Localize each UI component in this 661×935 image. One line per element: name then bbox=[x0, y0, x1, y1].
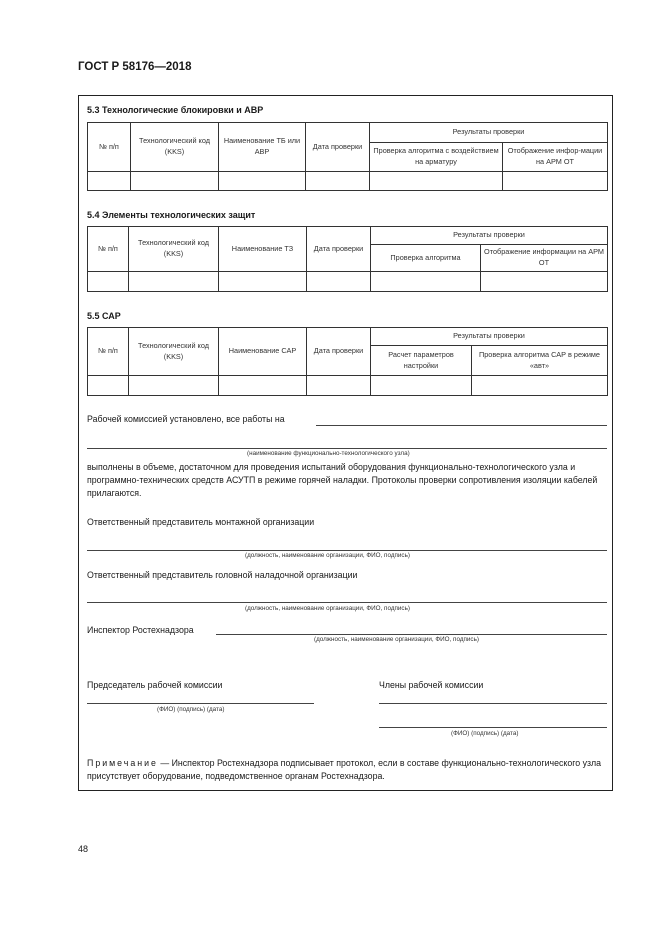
col-header-result-2: Проверка алгоритма САР в режиме «авт» bbox=[472, 346, 608, 376]
table-cell[interactable] bbox=[371, 376, 472, 396]
table-cell[interactable] bbox=[219, 376, 307, 396]
members-label: Члены рабочей комиссии bbox=[379, 680, 484, 690]
table-cell[interactable] bbox=[307, 272, 371, 292]
table-cell[interactable] bbox=[371, 272, 481, 292]
chairman-signature-field[interactable] bbox=[87, 703, 314, 704]
col-header-name: Наименование ТЗ bbox=[219, 227, 307, 272]
installation-rep-field[interactable] bbox=[87, 550, 607, 551]
col-header-date: Дата проверки bbox=[307, 328, 371, 376]
section-title-5-3: 5.3 Технологические блокировки и АВР bbox=[87, 105, 264, 115]
col-header-result-1: Проверка алгоритма с воздействием на арматуру bbox=[370, 143, 503, 172]
col-header-result-2: Отображение инфор-мации на АРМ ОТ bbox=[503, 143, 608, 172]
table-interlocks bbox=[87, 122, 608, 191]
col-header-date: Дата проверки bbox=[307, 227, 371, 272]
note-text: — Инспектор Ростехнадзора подписывает протокол, если в составе функционально-технологического узла присутствует оборудование, подведомственное органам Ростехнадзора. bbox=[87, 758, 601, 781]
col-header-results: Результаты проверки bbox=[371, 227, 608, 245]
table-header-row bbox=[88, 328, 608, 346]
members-hint: (ФИО) (подпись) (дата) bbox=[451, 730, 519, 737]
commissioning-rep-label: Ответственный представитель головной наладочной организации bbox=[87, 570, 358, 580]
installation-rep-label: Ответственный представитель монтажной организации bbox=[87, 517, 315, 527]
table-protections bbox=[87, 226, 608, 292]
inspector-field[interactable] bbox=[216, 634, 607, 635]
table-cell[interactable] bbox=[472, 376, 608, 396]
col-header-kks: Технологический код (KKS) bbox=[129, 227, 219, 272]
completion-statement: выполнены в объеме, достаточном для проведения испытаний оборудования функционально-технологического узла и программно-технических средств АСУТП в режиме горячей наладки. Протоколы проверки сопротивления изоляции кабелей прилагаются. bbox=[87, 462, 598, 498]
col-header-kks: Технологический код (KKS) bbox=[131, 123, 219, 172]
col-header-name: Наименование ТБ или АВР bbox=[219, 123, 306, 172]
table-cell[interactable] bbox=[503, 172, 608, 191]
chairman-label: Председатель рабочей комиссии bbox=[87, 680, 223, 690]
col-header-name: Наименование САР bbox=[219, 328, 307, 376]
table-cell[interactable] bbox=[129, 272, 219, 292]
table-cell[interactable] bbox=[131, 172, 219, 191]
col-header-number: № п/п bbox=[88, 328, 129, 376]
table-cell[interactable] bbox=[481, 272, 608, 292]
table-cell[interactable] bbox=[219, 172, 306, 191]
col-header-results: Результаты проверки bbox=[370, 123, 608, 143]
table-row bbox=[88, 172, 608, 191]
table-cell[interactable] bbox=[219, 272, 307, 292]
protocol-form bbox=[78, 95, 613, 791]
table-cell[interactable] bbox=[129, 376, 219, 396]
unit-name-field[interactable] bbox=[316, 425, 607, 426]
member-signature-field-1[interactable] bbox=[379, 703, 607, 704]
installation-rep-hint: (должность, наименование организации, ФИО, подпись) bbox=[245, 552, 410, 559]
col-header-date: Дата проверки bbox=[306, 123, 370, 172]
commissioning-rep-field[interactable] bbox=[87, 602, 607, 603]
unit-name-hint: (наименование функционально-технологического узла) bbox=[247, 450, 410, 457]
table-row bbox=[88, 272, 608, 292]
chairman-hint: (ФИО) (подпись) (дата) bbox=[157, 706, 225, 713]
note bbox=[87, 757, 609, 783]
col-header-results: Результаты проверки bbox=[371, 328, 608, 346]
table-cell[interactable] bbox=[88, 172, 131, 191]
inspector-label: Инспектор Ростехнадзора bbox=[87, 625, 194, 635]
col-header-kks: Технологический код (KKS) bbox=[129, 328, 219, 376]
unit-name-field-continued[interactable] bbox=[87, 448, 607, 449]
page-number: 48 bbox=[78, 844, 89, 854]
col-header-number: № п/п bbox=[88, 227, 129, 272]
inspector-hint: (должность, наименование организации, ФИО, подпись) bbox=[314, 636, 479, 643]
col-header-result-2: Отображение информации на АРМ ОТ bbox=[481, 245, 608, 272]
table-cell[interactable] bbox=[307, 376, 371, 396]
col-header-result-1: Расчет параметров настройки bbox=[371, 346, 472, 376]
table-row bbox=[88, 376, 608, 396]
col-header-number: № п/п bbox=[88, 123, 131, 172]
member-signature-field-2[interactable] bbox=[379, 727, 607, 728]
table-cell[interactable] bbox=[306, 172, 370, 191]
note-label: Примечание bbox=[87, 758, 158, 768]
section-title-5-4: 5.4 Элементы технологических защит bbox=[87, 210, 256, 220]
table-cell[interactable] bbox=[88, 376, 129, 396]
table-cell[interactable] bbox=[370, 172, 503, 191]
section-title-5-5: 5.5 САР bbox=[87, 311, 121, 321]
table-cell[interactable] bbox=[88, 272, 129, 292]
col-header-result-1: Проверка алгоритма bbox=[371, 245, 481, 272]
table-header-row bbox=[88, 227, 608, 245]
table-control-systems bbox=[87, 327, 608, 396]
standard-number: ГОСТ Р 58176—2018 bbox=[78, 61, 192, 73]
commission-statement: Рабочей комиссией установлено, все работы на bbox=[87, 414, 285, 424]
commissioning-rep-hint: (должность, наименование организации, ФИО, подпись) bbox=[245, 605, 410, 612]
table-header-row bbox=[88, 123, 608, 143]
